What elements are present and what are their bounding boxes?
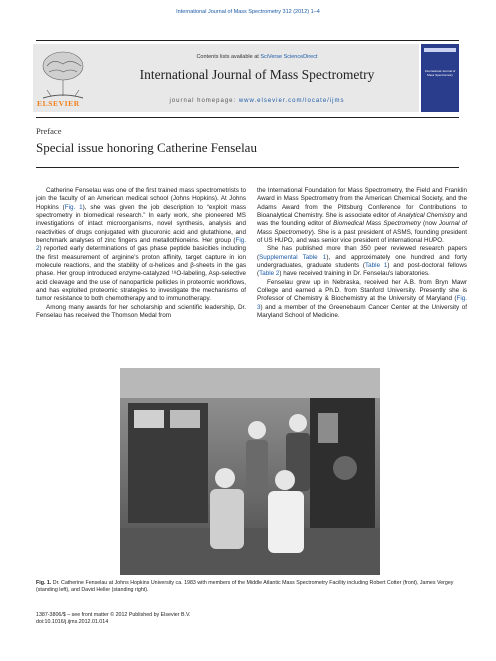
text-run: (now xyxy=(420,220,439,228)
text-run: ) reported early determinations of gas phase peptide basicities including the first measurement of arginine's proton affinity, target capture in ion molecule reactions, and the stability of α-helices and β-sheets in the gas phase. Her group introduced enzyme-catalyzed ¹⁸O-labeling, Asp-selective acid cleavage and the use of nanoparticle pellicles in proteomic workflows, and has exploited proteomic strategies to investigate the mechanisms of tumor resistance to both chemotherapy and to immunotherapy. xyxy=(36,245,246,303)
text-run: ), she was given the job description to “exploit mass spectrometry in biomedical research.” In early work, she pioneered MS investigations of intact microorganisms, novel synthesis, analysis and reactivities of drugs conjugated with glucuronic acid and glutathione, and benchmark analyses of zinc fingers and metallothioneins. Her group ( xyxy=(36,203,246,245)
fig-link[interactable]: Fig. 1 xyxy=(64,203,83,211)
contents-line xyxy=(95,54,419,60)
running-head[interactable]: International Journal of Mass Spectrometry 312 (2012) 1–4 xyxy=(176,9,320,15)
section-label: Preface xyxy=(36,126,62,136)
text-run: ), and approximately one hundred and forty undergraduates, graduate students ( xyxy=(257,253,467,270)
figure-caption xyxy=(36,580,459,594)
text-run: ) and a member of the Greenebaum Cancer Center at the University of Maryland School of Medicine. xyxy=(257,303,467,320)
cover-title: International Journal of Mass Spectrometry xyxy=(424,69,456,77)
homepage-link[interactable]: www.elsevier.com/locate/ijms xyxy=(238,98,345,104)
fig-link[interactable]: Fig. 2 xyxy=(36,237,246,253)
paragraph xyxy=(36,187,246,304)
table-link[interactable]: Table 2 xyxy=(259,270,280,278)
paragraph xyxy=(257,245,467,278)
table-link[interactable]: Table 1 xyxy=(365,262,388,270)
caption-text: Dr. Catherine Fenselau at Johns Hopkins University ca. 1983 with members of the Middle Atlantic Mass Spectrometry Facility including Robert Cotter (front), James Vergey (standing left), and David Heller (standing right). xyxy=(36,580,454,593)
homepage-prefix: journal homepage: xyxy=(169,98,239,104)
paragraph xyxy=(257,187,467,245)
text-run: ). She is a past president of ASMS, founding president of US HUPO, and was senior vice president of international HUPO. xyxy=(257,228,467,245)
header-bottom-rule xyxy=(36,117,459,118)
title-rule xyxy=(36,167,459,168)
figure-photo xyxy=(120,368,380,575)
issn-line: 1387-3806/$ – see front matter © 2012 Published by Elsevier B.V. xyxy=(36,612,191,618)
text-run: ) have received training in Dr. Fenselau's laboratories. xyxy=(279,270,430,278)
doi-line[interactable]: doi:10.1016/j.ijms.2012.01.014 xyxy=(36,619,109,625)
table-link[interactable]: Supplemental Table 1 xyxy=(259,253,327,261)
italic-run: Journal of Mass Spectrometry xyxy=(257,220,467,236)
italic-run: Biomedical Mass Spectrometry xyxy=(333,220,421,228)
figure-label: Fig. 1. xyxy=(36,580,52,586)
contents-prefix: Contents lists available at xyxy=(196,54,261,60)
journal-homepage xyxy=(95,98,419,104)
text-run: ) and post-doctoral fellows ( xyxy=(257,262,468,278)
paragraph: Among many awards for her scholarship and scientific leadership, Dr. Fenselau has received the Thomson Medal from xyxy=(36,303,246,320)
fig-link[interactable]: Fig. 3 xyxy=(257,295,467,311)
paragraph xyxy=(257,279,467,321)
text-run: She has published more than 350 peer reviewed research papers ( xyxy=(257,245,467,261)
journal-cover-thumbnail[interactable] xyxy=(421,44,459,112)
elsevier-wordmark: ELSEVIER xyxy=(37,99,80,108)
header-top-rule xyxy=(36,40,459,41)
journal-title: International Journal of Mass Spectrometry xyxy=(139,67,375,82)
column-left xyxy=(36,187,246,321)
text-run: the International Foundation for Mass Spectrometry, the Field and Franklin Award in Mass Spectrometry from the American Chemical Society, and the Adams Award from the Pittsburg Conference for Contributions to Bioanalytical Chemistry. She is associate editor of xyxy=(257,187,467,220)
article-footer xyxy=(36,612,190,626)
column-right xyxy=(257,187,467,321)
text-run: Fenselau grew up in Nebraska, received her A.B. from Bryn Mawr College and earned a Ph.D. from Stanford University. Presently she is Professor of Chemistry & Biochemistry at the University of Maryland ( xyxy=(257,278,467,303)
article-title: Special issue honoring Catherine Fenselau xyxy=(36,140,257,155)
italic-run: Analytical Chemistry xyxy=(397,212,455,220)
text-run: Catherine Fenselau was one of the first trained mass spectrometrists to join the faculty of an American medical school (Johns Hopkins). At Johns Hopkins ( xyxy=(36,187,246,211)
sciencedirect-link[interactable]: SciVerse ScienceDirect xyxy=(260,54,318,60)
text-run: and was the founding editor of xyxy=(257,212,468,228)
cover-strip xyxy=(424,48,456,52)
